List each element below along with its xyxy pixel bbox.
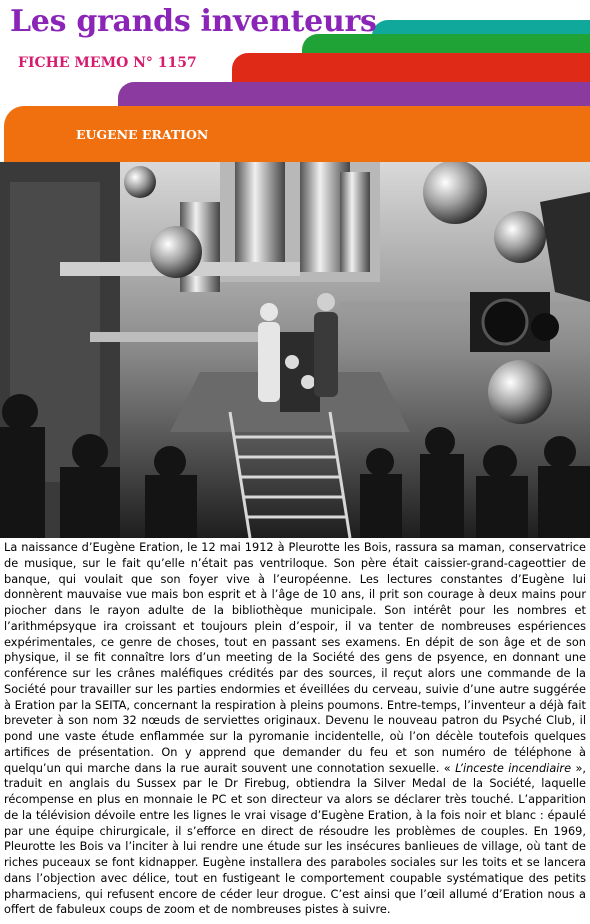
page-title: Les grands inventeurs — [10, 4, 377, 39]
article-text-part1: La naissance d’Eugène Eration, le 12 mai 1912 à Pleurotte les Bois, rassura sa maman, conservatrice de musique, sur le fait qu’elle n’était pas ventriloque. Son père était caissier-grand-cageottier de banque, qui voulait que son foyer vive à l’européenne. Les lectures constantes d’Eugène lui donnèrent mauvaise vue mais bon esprit et à l’âge de 10 ans, il prit son courage à deux mains pour piocher dans le rayon adulte de la bibliothèque municipale. Son intérêt pour les nombres et l’arithmépsyque ira croissant et toujours plein d’espoir, il va tenter de nombreuses espériences expérimentales, ce genre de choses, tout en passant ses examens. En dépit de son âge et de son physique, il se fit connaître lors d’un meeting de la Société des gens de psyence, en donnant une conférence sur les crânes maléfiques crédités par des sources, il reçut alors une commande de la Société pour travailler sur les parties endormies et éveillées du cerveau, suivie d’une autre suggérée à Eration par la SEITA, concernant la respiration à pleins poumons. Entre-temps, l’inventeur a déjà fait breveter à son nom 32 nœuds de serviettes originaux. Devenu le nouveau patron du Psyché Club, il pond une vaste étude enflammée sur la pyromanie incidentelle, où l’on décèle toutefois quelques artifices de présentation. On y apprend que demander du feu et son numéro de téléphone à quelqu’un qui marche dans la rue aurait souvent une connotation sexuelle. « — [4, 540, 586, 775]
book-title: L’inceste incendiaire — [455, 760, 572, 775]
header-banner — [0, 0, 590, 162]
laboratory-photo — [0, 162, 590, 538]
inventor-name: EUGENE ERATION — [76, 127, 209, 142]
laboratory-photo-illustration — [0, 162, 590, 538]
article-text — [4, 540, 586, 918]
memo-number: FICHE MEMO N° 1157 — [18, 55, 197, 71]
article-text-part2: », traduit en anglais du Sussex par le Dr Firebug, obtiendra la Silver Medal de la Société, laquelle récompense en plus en monnaie le PC et son directeur va alors se déclarer très touché. L’apparition de la télévision dévoile entre les lignes le vrai visage d’Eugène Eration, à la fois noir et blanc : épaulé par une équipe chirurgicale, il s’efforce en direct de résoudre les problèmes de couples. En 1969, Pleurotte les Bois va l’inciter à lui rendre une étude sur les insécures banlieues de village, où tant de riches puceaux se font kidnapper. Eugène installera des paraboles sociales sur les toits et se lancera dans l’objection avec délice, tout en fustigeant le comportement coupable systématique des petits pharmaciens, qui refusent encore de céder leur drogue. C’est ainsi que l’œil allumé d’Eration nous a offert de fabuleux coups de zoom et de nombreuses pistes à suivre. — [4, 760, 587, 917]
